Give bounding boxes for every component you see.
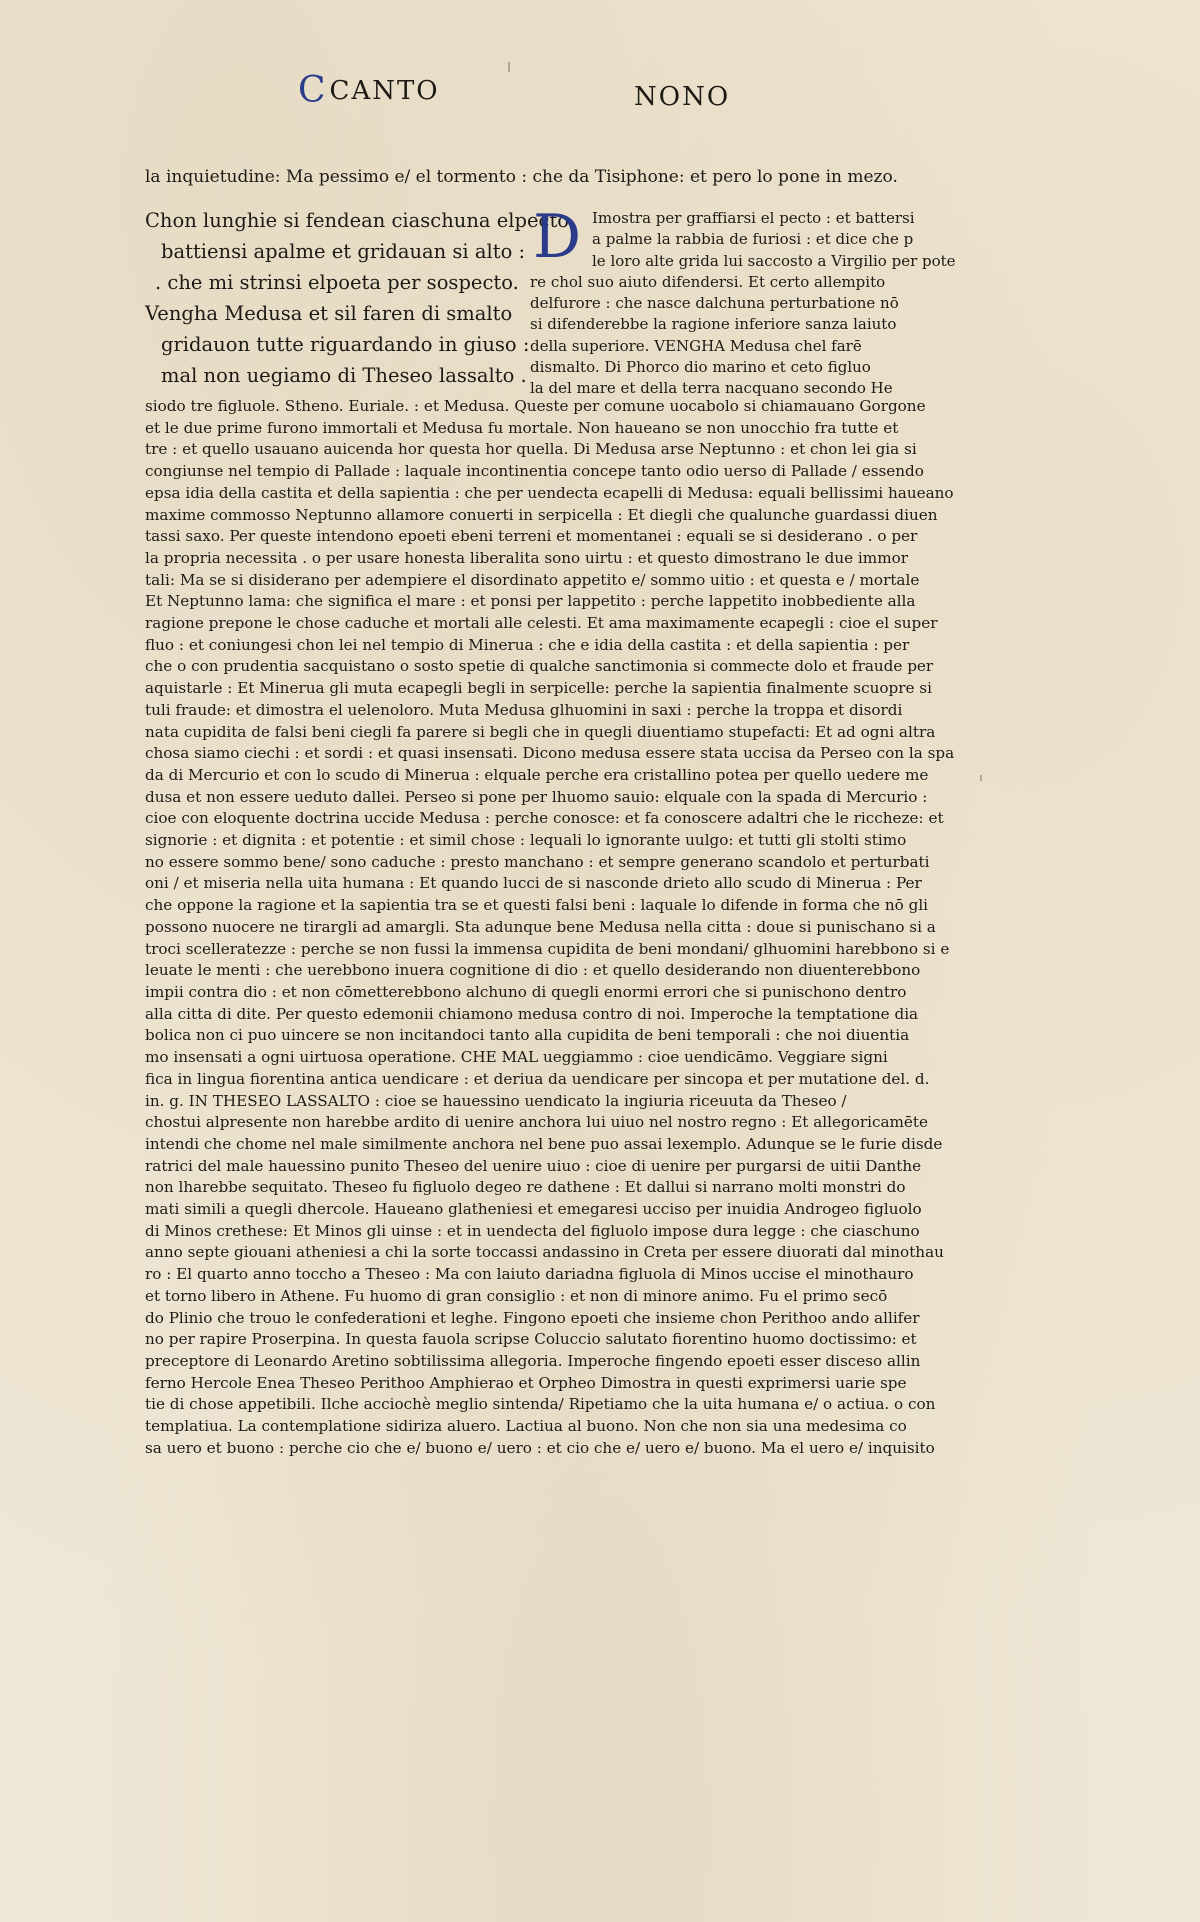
gloss-line: dismalto. Di Phorco dio marino et ceto figluo (530, 358, 871, 377)
header-left-text: CANTO (329, 76, 440, 106)
commentary-line: do Plinio che trouo le confederationi et leghe. Fingono epoeti che insieme chon Perithoo ando allifer (145, 1308, 920, 1327)
verse-line: Vengha Medusa et sil faren di smalto (145, 302, 513, 325)
drop-cap-letter: D (532, 202, 582, 272)
commentary-line: tuli fraude: et dimostra el uelenoloro. Muta Medusa glhuomini in saxi : perche la troppa et disordi (145, 700, 903, 719)
gloss-line: della superiore. VENGHA Medusa chel farē (530, 336, 862, 355)
commentary-line: no essere sommo bene/ sono caduche : presto manchano : et sempre generano scandolo et perturbati (145, 852, 930, 871)
commentary-line: troci scelleratezze : perche se non fussi la immensa cupidita de beni mondani/ glhuomini harebbono si e (145, 939, 950, 958)
commentary-line: impii contra dio : et non cōmetterebbono alchuno di quegli enormi errori che si punischono dentro (145, 982, 907, 1001)
commentary-line: Et Neptunno lama: che significa el mare : et ponsi per lappetito : perche lappetito inobbediente alla (145, 592, 916, 611)
commentary-line: aquistarle : Et Minerua gli muta ecapegli begli in serpicelle: perche la sapientia finalmente scuopre si (145, 679, 932, 698)
rubricated-c-icon: C (298, 70, 328, 111)
commentary-line: in. g. IN THESEO LASSALTO : cioe se hauessino uendicato la ingiuria riceuuta da Theseo / (145, 1091, 847, 1110)
commentary-line: congiunse nel tempio di Pallade : laquale incontinentia concepe tanto odio uerso di Pallade / essendo (145, 462, 924, 481)
commentary-line: bolica non ci puo uincere se non incitandoci tanto alla cupidita de beni temporali : che noi diuentia (145, 1026, 910, 1045)
commentary-line: nata cupidita de falsi beni ciegli fa parere si begli che in quegli diuentiamo stupefacti: Et ad ogni altra (145, 722, 936, 741)
commentary-line: et le due prime furono immortali et Medusa fu mortale. Non haueano se non unocchio fra tutte et (145, 418, 899, 437)
commentary-line: non lharebbe sequitato. Theseo fu figluolo degeo re dathene : Et dallui si narrano molti monstri do (145, 1178, 906, 1197)
commentary-block (145, 396, 955, 1459)
commentary-line: alla citta di dite. Per questo edemonii chiamono medusa contro di noi. Imperoche la temptatione dia (145, 1004, 919, 1023)
verse-line: . che mi strinsi elpoeta per sospecto. (155, 271, 519, 294)
commentary-line: intendi che chome nel male similmente anchora nel bene puo assai lexemplo. Adunque se le furie disde (145, 1134, 943, 1153)
gloss-line: re chol suo aiuto difendersi. Et certo allempito (530, 272, 886, 291)
verse-line: mal non uegiamo di Theseo lassalto . (161, 364, 527, 387)
commentary-line: et torno libero in Athene. Fu huomo di gran consiglio : et non di minore animo. Fu el primo secō (145, 1286, 888, 1305)
commentary-line: chosa siamo ciechi : et sordi : et quasi insensati. Dicono medusa essere stata uccisa da Perseo con la spa (145, 744, 955, 763)
gloss-line: si difenderebbe la ragione inferiore sanza laiuto (530, 315, 897, 334)
page-header (298, 70, 758, 120)
commentary-line: mati simili a quegli dhercole. Haueano glatheniesi et emegaresi ucciso per inuidia Androgeo figluolo (145, 1200, 922, 1219)
commentary-line: chostui alpresente non harebbe ardito di uenire anchora lui uiuo nel nostro regno : Et allegoricamēte (145, 1113, 928, 1132)
verse-line: gridauon tutte riguardando in giuso : (161, 333, 530, 356)
commentary-line: tie di chose appetibili. Ilche acciochè meglio sintenda/ Ripetiamo che la uita humana e/ o actiua. o con (145, 1395, 936, 1414)
gloss-line: Imostra per graffiarsi el pecto : et battersi (592, 209, 915, 227)
gloss-block (530, 202, 956, 400)
commentary-line: anno septe giouani atheniesi a chi la sorte toccassi andassino in Creta per essere diuorati dal minothau (145, 1243, 944, 1262)
commentary-line: siodo tre figluole. Stheno. Euriale. : et Medusa. Queste per comune uocabolo si chiamauano Gorgone (145, 397, 926, 415)
gloss-line: la del mare et della terra nacquano secondo He (530, 379, 893, 398)
commentary-line: ratrici del male hauessino punito Theseo del uenire uiuo : cioe di uenire per purgarsi de uitii Danthe (145, 1156, 922, 1175)
commentary-line: tassi saxo. Per queste intendono epoeti ebeni terreni et momentanei : equali se si desiderano . o per (145, 527, 918, 546)
commentary-line: ro : El quarto anno toccho a Theseo : Ma con laiuto dariadna figluola di Minos uccise el minothauro (145, 1265, 914, 1284)
commentary-line: no per rapire Proserpina. In questa fauola scripse Coluccio salutato fiorentino huomo doctissimo: et (145, 1330, 917, 1349)
commentary-line: fluo : et coniungesi chon lei nel tempio di Minerua : che e idia della castita : et della sapientia : per (145, 635, 910, 654)
verse-block (145, 205, 570, 391)
paper-speck-mark (508, 62, 510, 72)
gloss-line: delfurore : che nasce dalchuna perturbatione nō (530, 294, 899, 313)
commentary-line: ferno Hercole Enea Theseo Perithoo Amphierao et Orpheo Dimostra in questi exprimersi uarie spe (145, 1373, 907, 1392)
intro-line: la inquietudine: Ma pessimo e/ el tormento : che da Tisiphone: et pero lo pone in mezo. (145, 167, 898, 187)
commentary-line: sa uero et buono : perche cio che e/ buono e/ uero : et cio che e/ uero e/ buono. Ma el uero e/ inquisito (145, 1438, 935, 1457)
commentary-line: che oppone la ragione et la sapientia tra se et questi falsi beni : laquale lo difende in forma che nō gli (145, 896, 929, 915)
commentary-line: tali: Ma se si disiderano per adempiere el disordinato appetito e/ sommo uitio : et questa e / mortale (145, 570, 920, 589)
commentary-line: che o con prudentia sacquistano o sosto spetie di qualche sanctimonia si commecte dolo et fraude per (145, 657, 934, 676)
commentary-line: cioe con eloquente doctrina uccide Medusa : perche conosce: et fa conoscere adaltri che le riccheze: et (145, 809, 944, 828)
gloss-line: a palme la rabbia de furiosi : et dice che p (592, 230, 914, 249)
commentary-line: epsa idia della castita et della sapientia : che per uendecta ecapelli di Medusa: equali bellissimi haueano (145, 483, 954, 502)
commentary-line: dusa et non essere ueduto dallei. Perseo si pone per lhuomo sauio: elquale con la spada di Mercurio : (145, 787, 928, 806)
gloss-line: le loro alte grida lui saccosto a Virgilio per pote (592, 251, 956, 270)
commentary-line: tre : et quello usauano auicenda hor questa hor quella. Di Medusa arse Neptunno : et chon lei gia si (145, 440, 917, 459)
commentary-line: possono nuocere ne tirargli ad amargli. Sta adunque bene Medusa nella citta : doue si punischano si a (145, 917, 936, 936)
commentary-line: oni / et miseria nella uita humana : Et quando lucci de si nasconde drieto allo scudo di Minerua : Per (145, 874, 922, 893)
commentary-line: la propria necessita . o per usare honesta liberalita sono uirtu : et questo dimostrano le due immor (145, 548, 908, 567)
commentary-line: preceptore di Leonardo Aretino sobtilissima allegoria. Imperoche fingendo epoeti esser disceso allin (145, 1351, 921, 1370)
commentary-line: signorie : et dignita : et potentie : et simil chose : lequali lo ignorante uulgo: et tutti gli stolti stimo (145, 831, 907, 850)
commentary-line: di Minos crethese: Et Minos gli uinse : et in uendecta del figluolo impose dura legge : che ciaschuno (145, 1221, 920, 1240)
header-canto (298, 70, 440, 111)
paper-speck-mark (980, 775, 982, 781)
verse-line: battiensi apalme et gridauan si alto : (161, 240, 526, 263)
verse-line: Chon lunghie si fendean ciaschuna elpecto (145, 209, 570, 232)
commentary-line: fica in lingua fiorentina antica uendicare : et deriua da uendicare per sincopa et per mutatione del. d. (145, 1069, 930, 1088)
header-nono: NONO (634, 82, 731, 112)
commentary-line: ragione prepone le chose caduche et mortali alle celesti. Et ama maximamente ecapegli : cioe el super (145, 614, 938, 633)
commentary-line: da di Mercurio et con lo scudo di Minerua : elquale perche era cristallino potea per quello uedere me (145, 765, 929, 784)
commentary-line: mo insensati a ogni uirtuosa operatione. CHE MAL ueggiammo : cioe uendicāmo. Veggiare signi (145, 1048, 888, 1067)
commentary-line: templatiua. La contemplatione sidiriza aluero. Lactiua al buono. Non che non sia una medesima co (145, 1417, 907, 1436)
commentary-line: maxime commosso Neptunno allamore conuerti in serpicella : Et diegli che qualunche guardassi diuen (145, 505, 938, 524)
commentary-line: leuate le menti : che uerebbono inuera cognitione di dio : et quello desiderando non diuenterebbono (145, 961, 921, 980)
